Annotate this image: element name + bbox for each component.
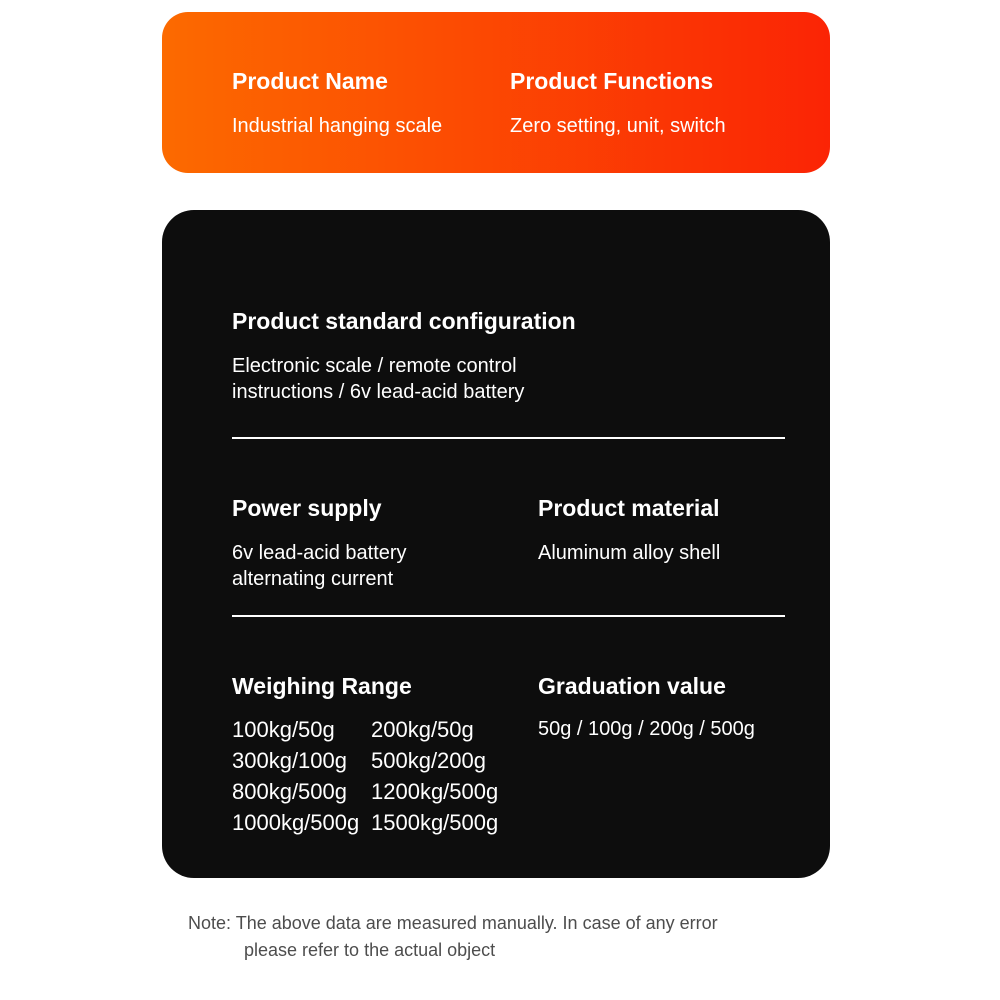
weighing-range-cell: 200kg/50g — [371, 717, 474, 742]
configuration-line1: Electronic scale / remote control — [232, 355, 517, 377]
weighing-range-table — [232, 714, 498, 838]
product-name-value: Industrial hanging scale — [232, 115, 443, 137]
weighing-range-cell: 100kg/50g — [232, 717, 335, 742]
weighing-range-cell: 300kg/100g — [232, 748, 347, 773]
product-name-column — [232, 68, 442, 138]
power-supply-body — [232, 540, 407, 592]
spec-card — [162, 210, 830, 878]
weighing-range-cell: 500kg/200g — [371, 748, 486, 773]
product-material-heading: Product material — [538, 495, 720, 521]
disclaimer-note-line2: please refer to the actual object — [244, 940, 496, 960]
weighing-range-cell: 800kg/500g — [232, 779, 347, 804]
weighing-range-heading: Weighing Range — [232, 673, 412, 699]
configuration-line2: instructions / 6v lead-acid battery — [232, 381, 525, 403]
weighing-range-cell: 1200kg/500g — [371, 779, 499, 804]
graduation-value-heading: Graduation value — [538, 673, 726, 699]
product-functions-label: Product Functions — [510, 68, 714, 94]
product-functions-value: Zero setting, unit, switch — [510, 115, 726, 137]
disclaimer-note — [188, 910, 718, 964]
graduation-value: 50g / 100g / 200g / 500g — [538, 718, 755, 740]
configuration-heading: Product standard configuration — [232, 308, 576, 334]
disclaimer-note-line1: Note: The above data are measured manually. In case of any error — [188, 913, 718, 933]
power-supply-line1: 6v lead-acid battery — [232, 542, 407, 564]
product-material-value: Aluminum alloy shell — [538, 542, 721, 564]
power-supply-heading: Power supply — [232, 495, 382, 521]
product-header-card — [162, 12, 830, 173]
weighing-range-cell: 1500kg/500g — [371, 810, 499, 835]
power-supply-line2: alternating current — [232, 568, 394, 590]
section-divider — [232, 615, 785, 617]
section-divider — [232, 437, 785, 439]
product-functions-column — [510, 68, 726, 138]
weighing-range-cell: 1000kg/500g — [232, 810, 360, 835]
configuration-body — [232, 353, 524, 405]
product-name-label: Product Name — [232, 68, 388, 94]
